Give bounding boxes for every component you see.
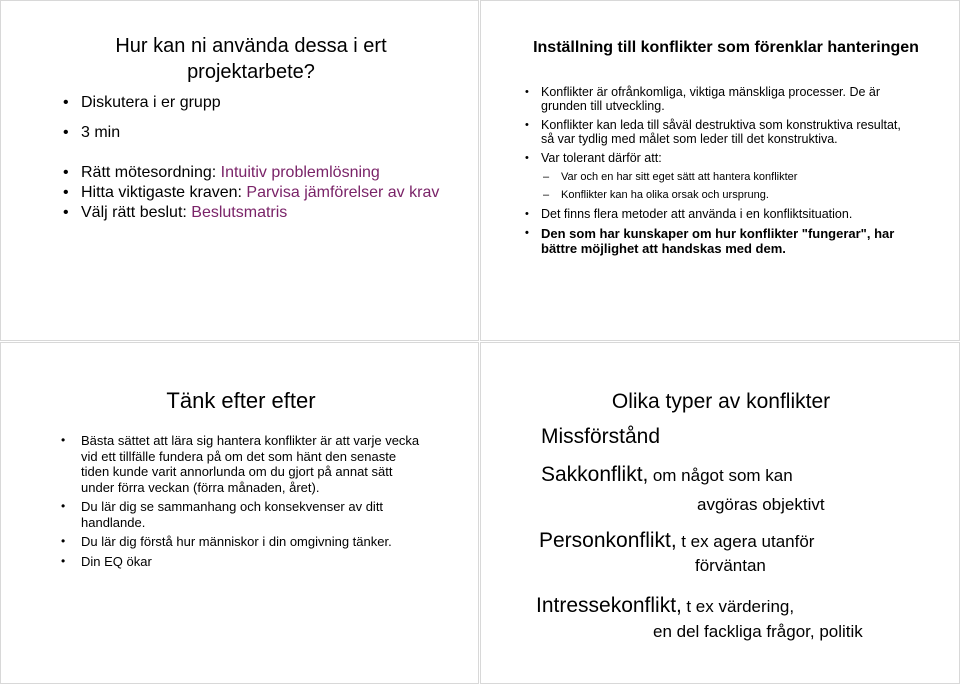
bullet-item — [61, 433, 421, 495]
sub-bullet-item — [543, 170, 911, 184]
bullet-item — [525, 85, 911, 113]
bullet-accent-text: Parvisa jämförelser av krav — [246, 184, 440, 201]
bullet-icon: • — [525, 227, 529, 239]
bullet-text: 3 min — [81, 124, 121, 141]
slide-1 — [0, 0, 479, 341]
bullet-item — [525, 207, 911, 221]
bullet-icon: • — [63, 184, 69, 201]
bullet-icon: • — [61, 534, 66, 548]
sakkonflikt-line — [541, 463, 793, 487]
bullet-accent-text: Intuitiv problemlösning — [220, 164, 380, 181]
slide-1-bullet-list — [63, 93, 461, 233]
personkonflikt-term: Personkonflikt, — [539, 529, 677, 552]
bullet-icon: • — [61, 433, 66, 447]
bullet-accent-text: Beslutsmatris — [191, 204, 288, 221]
bullet-text: Bästa sättet att lära sig hantera konflikter är att varje vecka vid ett tillfälle fundera på om det som hänt den senaste tiden kunde varit annorlunda om du gjort på annat sätt under förra veckan (förra månaden, året). — [81, 433, 420, 495]
bullet-item — [525, 118, 911, 146]
slide-2-bullet-list — [525, 85, 911, 261]
bullet-icon: • — [61, 553, 66, 568]
bullet-text: Konflikter kan leda till såväl destruktiva som konstruktiva resultat, så var tydlig med målet som leder till det konstruktiva. — [541, 118, 901, 146]
bullet-item — [63, 123, 461, 143]
bullet-item — [61, 553, 421, 570]
slide-2 — [480, 0, 960, 341]
bullet-icon: • — [63, 94, 69, 111]
bullet-text: Det finns flera metoder att använda i en konfliktsituation. — [541, 207, 853, 221]
bullet-item — [61, 499, 421, 530]
bullet-text: Din EQ ökar — [81, 553, 152, 569]
intressekonflikt-line — [536, 594, 794, 618]
bullet-text: Välj rätt beslut: — [81, 204, 192, 221]
slide-2-title: Inställning till konflikter som förenklar hanteringen — [533, 39, 919, 56]
personkonflikt-desc: t ex agera utanför — [681, 532, 815, 551]
dash-icon: – — [543, 189, 550, 201]
bullet-text: Diskutera i er grupp — [81, 94, 221, 111]
bullet-item — [63, 93, 461, 113]
bullet-text: Konflikter är ofrånkomliga, viktiga mänskliga processer. De är grunden till utveckling. — [541, 85, 881, 113]
bullet-icon: • — [525, 119, 529, 131]
bullet-item — [525, 151, 911, 202]
bullet-item — [525, 226, 911, 256]
bullet-item — [61, 534, 421, 550]
bullet-icon: • — [525, 208, 529, 220]
personkonflikt-desc-2: förväntan — [695, 556, 766, 575]
bullet-text: Rätt mötesordning: — [81, 164, 221, 181]
bullet-icon: • — [61, 499, 66, 513]
bullet-item — [63, 183, 461, 203]
missforstand-text: Missförstånd — [541, 425, 661, 448]
bullet-icon: • — [63, 124, 69, 141]
bullet-text: Du lär dig se sammanhang och konsekvenser av ditt handlande. — [81, 499, 384, 530]
bullet-item — [63, 203, 461, 223]
intressekonflikt-desc-2: en del fackliga frågor, politik — [653, 622, 863, 641]
sub-bullet-text: Var och en har sitt eget sätt att hantera konflikter — [561, 171, 798, 183]
bullet-text-bold: Den som har kunskaper om hur konflikter "fungerar", har bättre möjlighet att handskas med dem. — [541, 226, 895, 256]
bullet-icon: • — [525, 86, 529, 98]
bullet-text: Du lär dig förstå hur människor i din omgivning tänker. — [81, 534, 392, 549]
sakkonflikt-desc: om något som kan — [652, 466, 793, 485]
sub-bullet-text: Konflikter kan ha olika orsak och ursprung. — [561, 189, 769, 201]
bullet-icon: • — [63, 164, 69, 181]
dash-icon: – — [543, 171, 550, 183]
sakkonflikt-desc-2: avgöras objektivt — [697, 495, 825, 514]
intressekonflikt-desc: t ex värdering, — [686, 597, 795, 616]
sakkonflikt-term: Sakkonflikt, — [541, 463, 649, 486]
intressekonflikt-term: Intressekonflikt, — [536, 594, 682, 617]
slide-4-title: Olika typer av konflikter — [611, 390, 831, 413]
bullet-text: Hitta viktigaste kraven: — [81, 184, 247, 201]
bullet-icon: • — [63, 204, 69, 221]
bullet-item — [63, 163, 461, 183]
slide-3 — [0, 342, 479, 684]
bullet-icon: • — [525, 152, 529, 164]
sub-bullet-list — [541, 170, 911, 202]
sub-bullet-item — [543, 188, 911, 202]
slide-4 — [480, 342, 960, 684]
slide-3-title: Tänk efter efter — [166, 388, 316, 413]
slide-3-bullet-list — [61, 433, 421, 573]
slide-1-title: Hur kan ni använda dessa i ert projektarbete? — [115, 35, 387, 83]
personkonflikt-line — [539, 529, 814, 553]
bullet-text: Var tolerant därför att: — [541, 151, 662, 165]
